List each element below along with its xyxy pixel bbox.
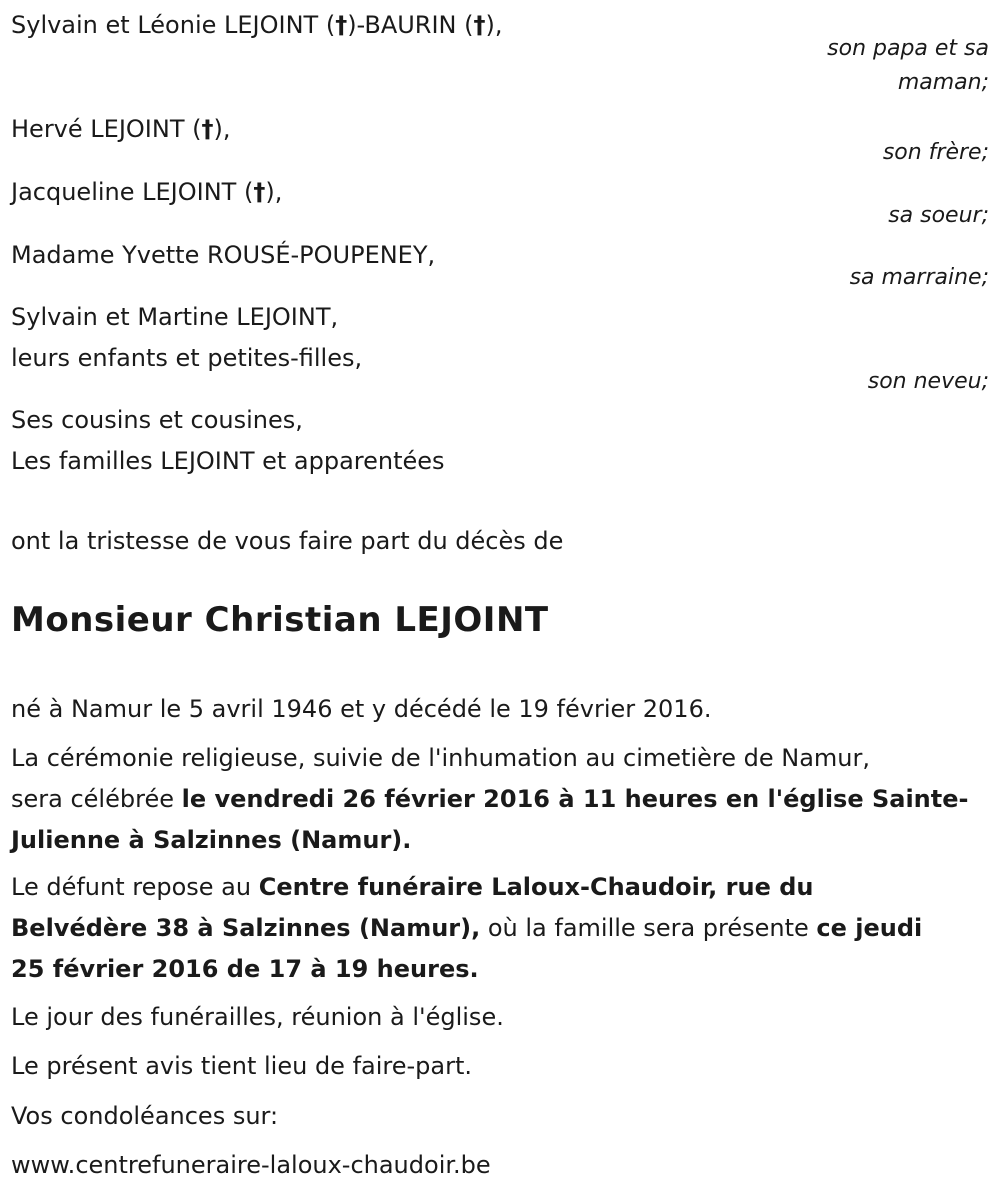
ceremony-line: La cérémonie religieuse, suivie de l'inhumation au cimetière de Namur, — [11, 744, 870, 772]
name-part: Sylvain et Léonie LEJOINT ( — [11, 11, 336, 39]
text-part: sera célébrée — [11, 785, 182, 813]
family-name: Ses cousins et cousines, — [11, 406, 303, 434]
text-part-bold: Centre funéraire Laloux-Chaudoir, rue du — [258, 873, 814, 901]
text-part: Le défunt repose au — [11, 873, 259, 901]
name-part: ), — [485, 11, 503, 39]
relation-label: son frère; — [882, 140, 989, 165]
name-part: Hervé LEJOINT ( — [11, 115, 202, 143]
text-part-bold: Belvédère 38 à Salzinnes (Namur), — [11, 914, 481, 942]
cross-icon: † — [253, 178, 266, 206]
cross-icon: † — [335, 11, 348, 39]
deceased-name: Monsieur Christian LEJOINT — [11, 600, 549, 640]
repose-line: 25 février 2016 de 17 à 19 heures. — [11, 955, 479, 983]
announcement: ont la tristesse de vous faire part du décès de — [11, 527, 564, 555]
ceremony-line — [11, 779, 989, 820]
name-part: ), — [265, 178, 283, 206]
name-part: )-BAURIN ( — [347, 11, 474, 39]
relation-label: sa marraine; — [849, 265, 989, 290]
funeral-day-line: Le jour des funérailles, réunion à l'église. — [11, 1003, 504, 1031]
relation-line: son papa et sa — [827, 36, 989, 61]
condolences-label: Vos condoléances sur: — [11, 1102, 279, 1130]
repose-paragraph — [11, 867, 989, 990]
cross-icon: † — [201, 115, 214, 143]
family-name — [11, 114, 230, 144]
family-name: Madame Yvette ROUSÉ-POUPENEY, — [11, 241, 436, 269]
text-part-bold: ce jeudi — [816, 914, 923, 942]
birth-death-line: né à Namur le 5 avril 1946 et y décédé le 19 février 2016. — [11, 695, 712, 723]
website-link[interactable]: www.centrefuneraire-laloux-chaudoir.be — [11, 1151, 491, 1179]
repose-line — [11, 908, 989, 949]
relation-line: maman; — [897, 70, 989, 95]
text-part-bold: le vendredi 26 février 2016 à 11 heures en l'église Sainte- — [181, 785, 969, 813]
repose-line — [11, 867, 989, 908]
family-name — [11, 177, 282, 207]
family-name: Les familles LEJOINT et apparentées — [11, 447, 445, 475]
relation-label: sa soeur; — [888, 203, 989, 228]
relation-label: son neveu; — [867, 369, 989, 394]
family-name: leurs enfants et petites-filles, — [11, 344, 363, 372]
family-name: Sylvain et Martine LEJOINT, — [11, 303, 339, 331]
notice-line: Le présent avis tient lieu de faire-part. — [11, 1052, 473, 1080]
name-part: Jacqueline LEJOINT ( — [11, 178, 254, 206]
name-part: ), — [213, 115, 231, 143]
relation-label — [589, 34, 989, 98]
ceremony-line: Julienne à Salzinnes (Namur). — [11, 826, 412, 854]
cross-icon: † — [473, 11, 486, 39]
text-part: où la famille sera présente — [480, 914, 817, 942]
ceremony-paragraph — [11, 738, 989, 861]
